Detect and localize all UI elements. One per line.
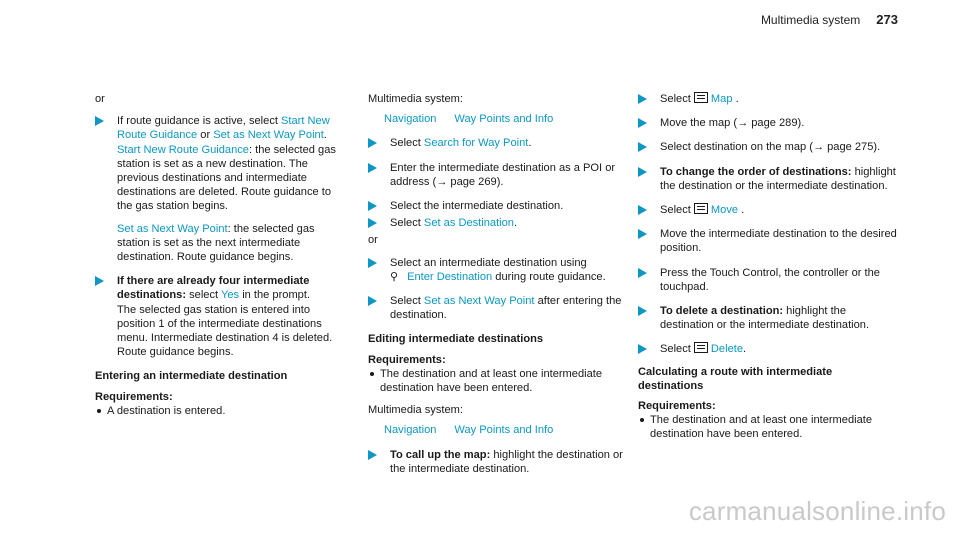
section-heading: Calculating a route with intermediate destinations bbox=[638, 365, 833, 392]
menu-path-item[interactable]: Navigation bbox=[384, 113, 437, 126]
step-item: Enter the intermediate destination as a POI or address (→ page 269). bbox=[368, 161, 628, 189]
list-item: The destination and at least one intermediate destination have been entered. bbox=[638, 413, 900, 441]
menu-path bbox=[368, 423, 628, 437]
menu-option[interactable]: Search for Way Point bbox=[423, 137, 529, 150]
step-item: Select Map . bbox=[638, 92, 900, 106]
step-item: If route guidance is active, select Start New Route Guidance or Set as Next Way Point. Start New Route Guidance: the selected gas station is set as a new destination. The previous destinations and intermediate destinations are deleted. Route guidance to the gas station begins. Set as Next Way Point: the selected gas station is set as the next intermediate destination. Route guidance begins. bbox=[95, 114, 345, 264]
step-item: If there are already four intermediate destinations: select Yes in the prompt. The selected gas station is entered into position 1 of the intermediate destinations menu. Intermediate destination 4 is deleted. Route guidance begins. bbox=[95, 274, 345, 359]
step-arrow-icon bbox=[368, 138, 377, 148]
step-item: Select Search for Way Point. bbox=[368, 136, 628, 150]
menu-option[interactable]: Move bbox=[710, 204, 739, 217]
step-arrow-icon bbox=[95, 276, 104, 286]
search-icon: ⚲ bbox=[390, 270, 399, 283]
or-text: or bbox=[95, 93, 105, 105]
bullet-icon bbox=[370, 372, 374, 376]
step-item: To delete a destination: highlight the destination or the intermediate destination. bbox=[638, 304, 900, 332]
menu-path bbox=[368, 112, 628, 126]
step-arrow-icon bbox=[638, 94, 647, 104]
menu-path-item[interactable]: Way Points and Info bbox=[454, 424, 554, 437]
step-arrow-icon bbox=[368, 218, 377, 228]
menu-option[interactable]: Delete bbox=[710, 343, 743, 356]
step-item: To call up the map: highlight the destination or the intermediate destination. bbox=[368, 448, 628, 476]
requirements-label: Requirements: bbox=[95, 390, 173, 403]
step-item: Select an intermediate destination using ⚲ Enter Destination during route guidance. bbox=[368, 256, 628, 284]
requirements-label: Requirements: bbox=[368, 353, 446, 366]
step-arrow-icon bbox=[638, 142, 647, 152]
menu-path-item[interactable]: Navigation bbox=[384, 424, 437, 437]
bullet-icon bbox=[97, 409, 101, 413]
column-3 bbox=[638, 92, 900, 442]
step-item: Select Set as Destination. bbox=[368, 216, 628, 230]
or-text: or bbox=[368, 234, 378, 247]
section-title: Multimedia system bbox=[760, 13, 861, 27]
column-2 bbox=[368, 92, 628, 486]
step-arrow-icon bbox=[368, 258, 377, 268]
menu-option[interactable]: Set as Next Way Point bbox=[423, 295, 535, 308]
requirements-label: Requirements: bbox=[638, 400, 716, 413]
menu-option[interactable]: Set as Next Way Point bbox=[117, 222, 228, 235]
step-item: Move the map (→ page 289). bbox=[638, 116, 900, 130]
step-item: Select destination on the map (→ page 275). bbox=[638, 140, 900, 154]
step-item: Select Set as Next Way Point after entering the destination. bbox=[368, 294, 628, 322]
step-item: Select Delete. bbox=[638, 342, 900, 356]
menu-option[interactable]: Enter Destination bbox=[407, 270, 493, 283]
list-item: The destination and at least one intermediate destination have been entered. bbox=[368, 367, 628, 395]
step-arrow-icon bbox=[95, 116, 104, 126]
step-arrow-icon bbox=[638, 306, 647, 316]
step-arrow-icon bbox=[638, 118, 647, 128]
menu-option[interactable]: Start New Route Guidance bbox=[117, 143, 249, 156]
menu-option[interactable]: Set as Next Way Point bbox=[213, 129, 324, 142]
page-number: 273 bbox=[876, 12, 898, 27]
step-arrow-icon bbox=[638, 344, 647, 354]
step-arrow-icon bbox=[368, 450, 377, 460]
system-label: Multimedia system: bbox=[368, 404, 463, 417]
menu-path-item[interactable]: Way Points and Info bbox=[454, 113, 554, 126]
page-header bbox=[761, 12, 898, 27]
section-heading: Editing intermediate destinations bbox=[368, 333, 544, 346]
menu-list-icon bbox=[694, 342, 708, 353]
bullet-icon bbox=[640, 418, 644, 422]
step-arrow-icon bbox=[638, 229, 647, 239]
menu-option[interactable]: Yes bbox=[221, 289, 240, 302]
column-1 bbox=[95, 92, 345, 418]
step-item: To change the order of destinations: highlight the destination or the intermediate destination. bbox=[638, 165, 900, 193]
watermark: carmanualsonline.info bbox=[688, 496, 946, 526]
menu-option[interactable]: Set as Destination bbox=[423, 217, 514, 230]
menu-list-icon bbox=[694, 92, 708, 103]
step-item: Press the Touch Control, the controller or the touchpad. bbox=[638, 266, 900, 294]
step-arrow-icon bbox=[638, 167, 647, 177]
menu-option[interactable]: Start New Route Guidance bbox=[117, 115, 330, 142]
step-arrow-icon bbox=[638, 268, 647, 278]
step-arrow-icon bbox=[368, 163, 377, 173]
menu-list-icon bbox=[694, 203, 708, 214]
system-label: Multimedia system: bbox=[368, 93, 463, 105]
step-arrow-icon bbox=[638, 205, 647, 215]
step-item: Select Move . bbox=[638, 203, 900, 217]
step-item: Move the intermediate destination to the desired position. bbox=[638, 227, 900, 255]
list-item: A destination is entered. bbox=[95, 404, 345, 418]
step-item: Select the intermediate destination. bbox=[368, 199, 628, 213]
menu-option[interactable]: Map bbox=[710, 93, 733, 105]
section-heading: Entering an intermediate destination bbox=[95, 370, 288, 383]
step-arrow-icon bbox=[368, 201, 377, 211]
step-arrow-icon bbox=[368, 296, 377, 306]
